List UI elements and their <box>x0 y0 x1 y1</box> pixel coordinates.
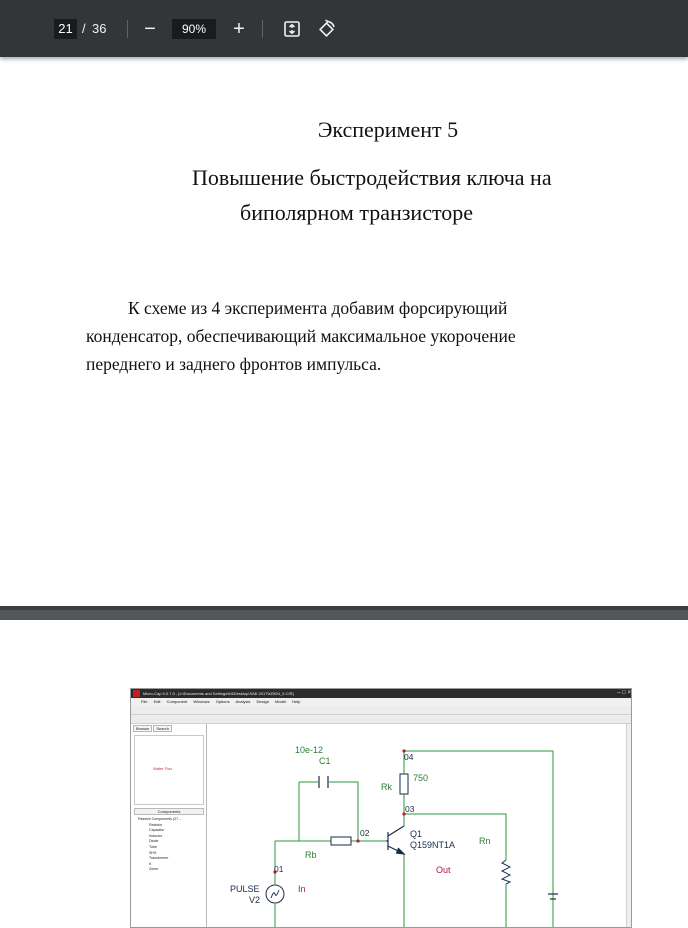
tree-item: Tube <box>149 844 158 849</box>
tree-item: SHS <box>149 850 157 855</box>
tree-item: Diode <box>149 839 159 844</box>
tree-item: K <box>149 861 152 866</box>
components-header: Components <box>134 808 204 815</box>
page-number-input[interactable]: 21 <box>54 19 77 39</box>
menu-item: Model <box>275 699 286 704</box>
preview-label: Water Flux <box>153 766 173 771</box>
tab-search: Search <box>153 725 172 732</box>
menu-item: Component <box>166 699 188 704</box>
paragraph-line: переднего и заднего фронтов импульса. <box>86 354 382 374</box>
fit-to-page-icon[interactable] <box>280 17 304 41</box>
toolbar-icons <box>211 716 582 722</box>
rk-value-label: 750 <box>413 773 429 783</box>
experiment-description <box>86 294 606 378</box>
experiment-subtitle-line2: биполярном транзисторе <box>240 200 474 225</box>
paragraph-line: К схеме из 4 эксперимента добавим форсирующий <box>128 298 508 318</box>
total-pages: 36 <box>92 21 107 36</box>
microcap-screenshot <box>130 688 632 928</box>
app-toolbar-row <box>131 706 632 715</box>
transistor-q1 <box>386 826 404 854</box>
menu-item: Edit <box>153 699 161 704</box>
pdf-toolbar <box>0 0 688 57</box>
app-toolbar-row <box>131 715 632 724</box>
canvas-scrollbar[interactable] <box>626 724 632 928</box>
menu-item: Help <box>292 699 301 704</box>
toolbar-divider <box>127 20 128 38</box>
tree-item: Resistor <box>149 822 163 827</box>
toolbar-icons <box>135 707 520 713</box>
in-label: In <box>298 884 306 894</box>
node-4-label: 04 <box>404 752 414 762</box>
pdf-page-22 <box>0 620 688 928</box>
page-gap <box>0 606 688 620</box>
rotate-icon-graphic <box>317 19 337 39</box>
tab-browse: Browse <box>133 725 152 732</box>
source-type-label: PULSE <box>230 884 260 894</box>
node-2-label: 02 <box>360 828 370 838</box>
schematic-canvas <box>208 724 626 928</box>
menu-item: File <box>141 699 148 704</box>
menu-item: Windows <box>193 699 210 704</box>
rk-name-label: Rk <box>381 782 392 792</box>
paragraph-line: конденсатор, обеспечивающий максимальное укорочение <box>86 326 516 346</box>
menu-item: Options <box>215 699 230 704</box>
tree-item: Zener <box>149 867 159 872</box>
rb-name-label: Rb <box>305 850 317 860</box>
source-name-label: V2 <box>249 895 261 905</box>
toolbar-divider <box>262 20 263 38</box>
node-1-label: 01 <box>274 864 284 874</box>
component-preview <box>134 735 204 805</box>
tree-item: Transformer <box>149 856 169 861</box>
app-title-bar <box>131 689 632 698</box>
experiment-subtitle-line1: Повышение быстродействия ключа на <box>192 165 552 190</box>
menu-item: Design <box>256 699 269 704</box>
component-panel <box>131 724 207 928</box>
c1-value-label: 10e-12 <box>295 745 324 755</box>
node-3-label: 03 <box>405 804 415 814</box>
fit-to-page-icon-graphic <box>283 20 301 38</box>
tree-item: Capacitor <box>149 828 165 833</box>
rn-name-label: Rn <box>479 836 491 846</box>
app-window-title: Micro-Cap 9.0.7.0 - [c:\Documents and Settings\Mi\Desktop\ЛАБ 2017\КЛЮЧ_5.CIR] <box>143 691 294 696</box>
out-label: Out <box>436 865 451 875</box>
panel-tabs <box>133 726 173 732</box>
menu-item: Analysis <box>235 699 251 704</box>
app-menu-bar <box>131 698 632 706</box>
resistor-rb <box>331 837 351 845</box>
q1-name-label: Q1 <box>410 829 423 839</box>
capacitor-c1 <box>319 776 328 788</box>
app-icon <box>133 690 140 697</box>
schematic-diagram <box>208 724 626 928</box>
resistor-rn <box>502 860 510 884</box>
experiment-title: Эксперимент 5 <box>317 117 459 142</box>
zoom-in-button[interactable]: + <box>233 18 245 40</box>
tree-root: Passive Components (27 ... <box>138 817 183 821</box>
c1-name-label: C1 <box>319 756 331 766</box>
zoom-out-button[interactable]: − <box>144 18 156 40</box>
rotate-icon[interactable] <box>315 17 339 41</box>
tree-item: Inductor <box>149 833 162 838</box>
zoom-level-input[interactable]: 90% <box>172 19 216 39</box>
window-controls-icon: – □ × <box>617 690 631 696</box>
component-tree <box>134 817 204 873</box>
resistor-rk <box>400 774 408 794</box>
pdf-page-21 <box>0 57 688 606</box>
page-separator: / <box>82 21 86 36</box>
q1-model-label: Q159NT1A <box>410 840 456 850</box>
